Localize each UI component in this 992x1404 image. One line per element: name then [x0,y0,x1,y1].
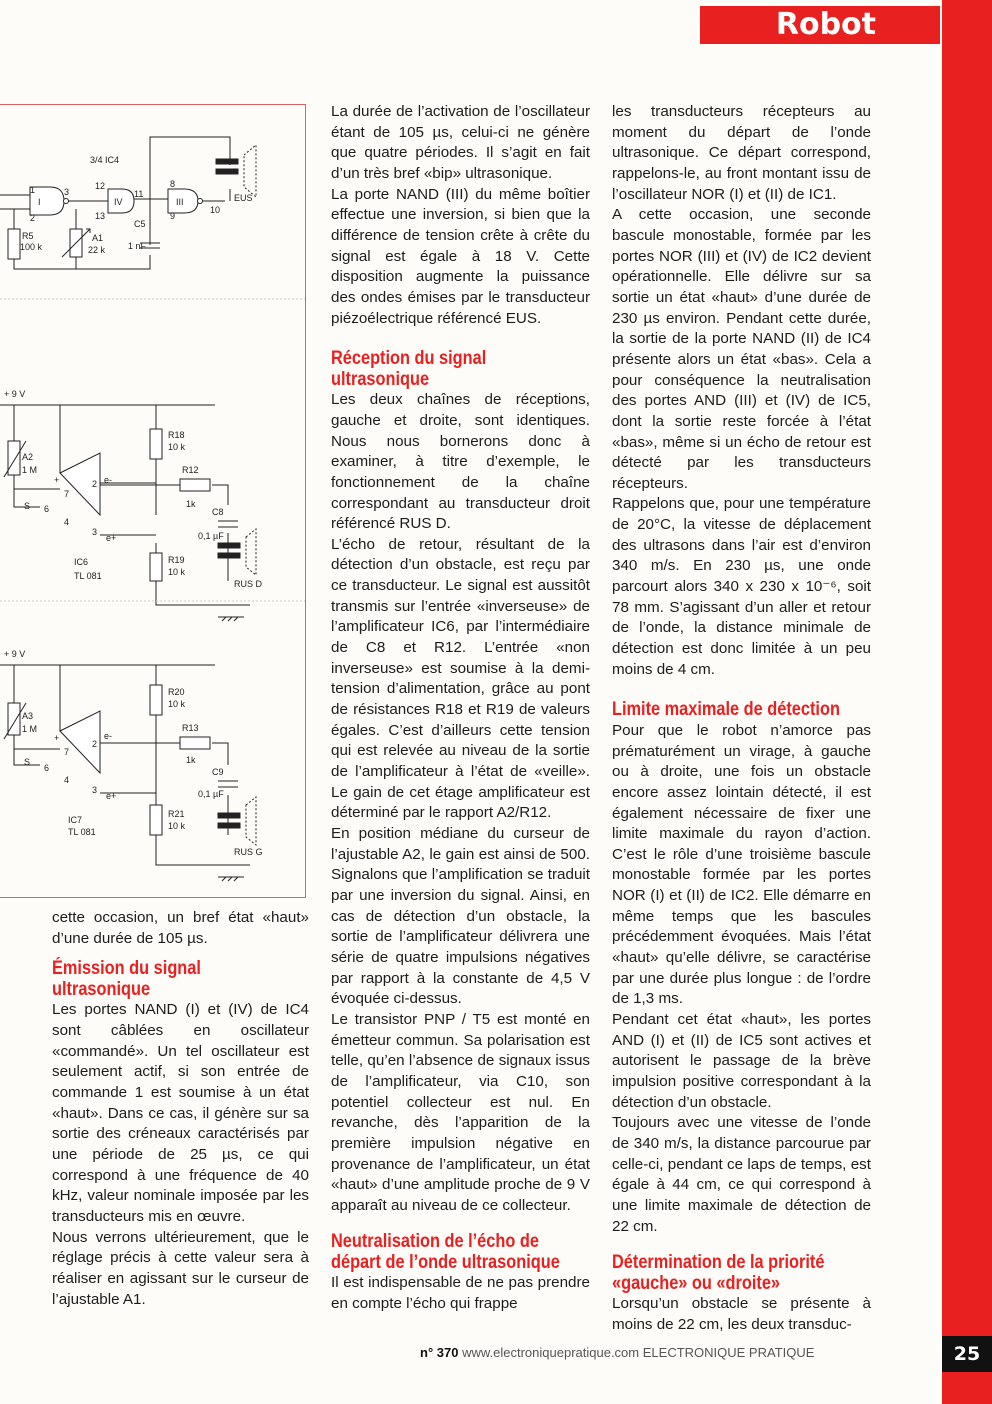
eus-label: EUS [234,193,253,203]
paragraph: Pendant cet état «haut», les portes AND (I) et (II) de IC5 sont actives et autorisent le passage de la brève impulsion positive correspondant à la détection d’un obstacle. [612,1011,871,1111]
c5-value: 1 nF [128,241,147,251]
column-3 [612,102,871,1336]
pin-10: 10 [210,205,221,215]
rusd-label: RUS D [234,579,263,589]
pin-1: 1 [30,185,36,195]
section-heading-priorite: Détermination de la priorité «gauche» ou «droite» [612,1252,825,1294]
schematic-figure [0,104,306,898]
paragraph: les transducteurs récepteurs au moment du départ de l’onde ultrasonique. Ce départ correspond, rappelons-le, au front montant issu de l’oscillateur NOR (I) et (II) de IC1. [612,103,871,203]
r20-label: R20 [168,687,185,697]
issue-number: n° 370 [420,1345,459,1360]
paragraph: A cette occasion, une seconde bascule monostable, formée par les portes NOR (III) et (IV) de IC2 devient opérationnelle. Elle délivre sur sa sortie un état «haut» d’une durée de 230 µs environ. Pendant cette durée, la sortie de la porte NAND (II) de IC4 présente alors un état «bas». Cela a pour conséquence la neutralisation des portes AND (III) et (IV) de IC5, dont la sortie reste forcée à l’état «bas», même si un écho de retour est détecté par les transducteurs récepteurs. [612,206,871,492]
a2-label: A2 [22,452,34,462]
pin-2: 2 [30,213,36,223]
pin-4-b: 4 [64,775,70,785]
c8-value: 0,1 µF [198,531,224,541]
paragraph: Pour que le robot n’amorce pas prématurément un virage, à gauche ou à droite, une fois un obstacle encore assez lointain détecté, il est également nécessaire de fixer une limite maximale du rayon d’action. C’est le rôle d’une troisième bascule monostable formée par les portes NOR (I) et (II) de IC2. Elle démarre en même temps que les bascules précédemment évoquées. Mais l’état «haut» qu’elle délivre, se caractérise par une durée plus longue : de l’ordre de 1,3 ms. [612,721,871,1008]
r19-label: R19 [168,555,185,565]
opamp-plus-2: + [54,733,60,743]
pin-8: 8 [170,179,176,189]
website-url: www.electroniquepratique.com [462,1345,640,1360]
paragraph: La durée de l’activation de l’oscillateur étant de 105 µs, celui-ci ne génère que quatre périodes. Il s’agit en fait d’un très bref «bip» ultrasonique. [331,103,590,182]
r13-value: 1k [186,755,196,765]
gate-block-label: 3/4 IC4 [90,155,120,165]
r12-label: R12 [182,465,199,475]
gate-3-label: III [176,197,184,207]
pin-6-b: 6 [44,763,50,773]
r18-label: R18 [168,430,185,440]
c9-value: 0,1 µF [198,789,224,799]
pin-3-b: 3 [92,785,98,795]
c9-label: C9 [212,767,224,777]
amplifier-ic6-circuit [0,389,263,621]
column-1 [52,908,309,1310]
paragraph: Le transistor PNP / T5 est monté en émetteur commun. Sa polarisation est telle, qu’en l’absence de signaux issus de l’amplificateur, via C10, son potentiel collecteur est nul. En revanche, dès l’apparition de la première impulsion négative en provenance de l’amplificateur, un état «haut» d’une amplitude proche de 9 V apparaît au niveau de ce collecteur. [331,1010,590,1214]
paragraph: Lorsqu’un obstacle se présente à moins de 22 cm, les deux transduc- [612,1295,871,1333]
paragraph: cette occasion, un bref état «haut» d’une durée de 105 µs. [52,909,309,947]
r5-label: R5 [22,231,34,241]
pin-11: 11 [134,189,144,199]
column-2 [331,102,590,1315]
c5-label: C5 [134,219,146,229]
r21-label: R21 [168,809,185,819]
pin-3: 3 [92,527,98,537]
pin-2: 2 [92,479,98,489]
section-heading-emission: Émission du signal ultrasonique [52,958,201,1000]
pin-4: 4 [64,517,70,527]
supply-label-1: + 9 V [4,389,26,399]
gate-1-label: I [38,197,41,207]
pin-7-b: 7 [64,747,70,757]
section-heading-limite: Limite maximale de détection [612,699,840,721]
e-minus: e- [104,475,113,485]
page-footer [420,1345,880,1360]
ic6-label: IC6 [74,557,89,567]
a3-label: A3 [22,711,34,721]
r12-value: 1k [186,499,196,509]
paragraph: La porte NAND (III) du même boîtier effectue une inversion, si bien que la différence de tension crête à crête du signal est égale à 18 V. Cette disposition augmente la puissance des ondes émises par le transducteur piézoélectrique référencé EUS. [331,185,590,327]
r18-value: 10 k [168,442,186,452]
rusg-label: RUS G [234,847,263,857]
c8-label: C8 [212,507,224,517]
pin-9: 9 [170,211,176,221]
pin-6: 6 [44,504,50,514]
paragraph: Toujours avec une vitesse de l’onde de 340 m/s, la distance parcourue par celle-ci, pendant ce laps de temps, est égale à 44 cm, ce qui correspond à une limite maximale de détection de 22 cm. [612,1114,871,1235]
r21-value: 10 k [168,821,186,831]
pin-7: 7 [64,489,70,499]
ic6-type: TL 081 [74,571,102,581]
ic7-label: IC7 [68,815,83,825]
gate-4-label: IV [114,197,123,207]
r19-value: 10 k [168,567,186,577]
paragraph: Les deux chaînes de réceptions, gauche et droite, sont identiques. Nous nous bornerons donc à examiner, à titre d’exemple, le fonctionnement de la chaîne correspondant au transducteur droit référencé RUS D. [331,391,590,533]
a2-value: 1 M [22,465,38,475]
page-edge-bar [942,0,992,1404]
pin-12: 12 [95,181,106,191]
supply-label-2: + 9 V [4,649,26,659]
section-heading-reception: Réception du signal ultrasonique [331,348,487,390]
e-minus-b: e- [104,731,113,741]
paragraph: Les portes NAND (I) et (IV) de IC4 sont câblées en oscillateur «commandé». Un tel oscillateur est seulement actif, si son entrée de commande 1 est soumise à un état «haut». Dans ce cas, il génère sur sa sortie des créneaux caractérisés par une période de 25 µs, ce qui correspond à une fréquence de 40 kHz, valeur nominale imposée par les transducteurs mis en œuvre. [52,1001,309,1225]
page-number: 25 [942,1336,992,1372]
a3-value: 1 M [22,724,38,734]
r20-value: 10 k [168,699,186,709]
paragraph: Il est indispensable de ne pas prendre en compte l’écho qui frappe [331,1274,590,1313]
e-plus-b: e+ [106,791,117,801]
paragraph: En position médiane du curseur de l’ajustable A2, le gain est ainsi de 500. Signalons que l’amplification se traduit par une inversion du signal. Ainsi, en cas de détection d’un obstacle, la sortie de l’amplificateur délivrera une série de quatre impulsions négatives par rapport à la constante de 4,5 V évoquée ci-dessus. [331,825,590,1008]
magazine-name: ELECTRONIQUE PRATIQUE [642,1345,815,1360]
pin-2-b: 2 [92,739,98,749]
opamp-plus: + [54,475,60,485]
paragraph: L’écho de retour, résultant de la détection d’un obstacle, est reçu par ce transducteur. Le signal est aussitôt transmis sur l’entrée «inverseuse» de l’amplificateur IC6, par l’intermédiaire de C8 et R12. L’entrée «non inverseuse» est soumise à la demi-tension d’alimentation, grâce au pont de résistances R18 et R19 de valeurs égales. C’est d’ailleurs cette tension qui est relevée au niveau de la sortie de l’amplificateur à l’état de «veille». Le gain de cet étage amplificateur est déterminé par le rapport A2/R12. [331,535,590,822]
ic7-type: TL 081 [68,827,96,837]
s-label: S [24,501,31,511]
paragraph: Nous verrons ultérieurement, que le réglage précis à cette valeur sera à réaliser en agissant sur le curseur de l’ajustable A1. [52,1228,309,1308]
paragraph: Rappelons que, pour une température de 20°C, la vitesse de déplacement des ultrasons dans l’air est d’environ 340 m/s. En 230 µs, une onde parcourt alors 340 x 230 x 10⁻⁶, soit 78 mm. S’agissant d’un aller et retour de l’onde, la distance minimale de détection est donc limitée à un peu moins de 4 cm. [612,495,871,678]
amplifier-ic7-circuit [0,649,263,881]
a1-label: A1 [92,233,104,243]
r5-value: 100 k [20,242,43,252]
e-plus: e+ [106,533,117,543]
section-tag: Robot [700,6,940,44]
pin-3: 3 [64,187,70,197]
section-heading-neutralisation: Neutralisation de l’écho de départ de l’onde ultrasonique [331,1231,560,1273]
r13-label: R13 [182,723,199,733]
oscillator-circuit [0,137,256,269]
pin-13: 13 [95,211,106,221]
a1-value: 22 k [88,245,106,255]
s-label-b: S [24,757,31,767]
